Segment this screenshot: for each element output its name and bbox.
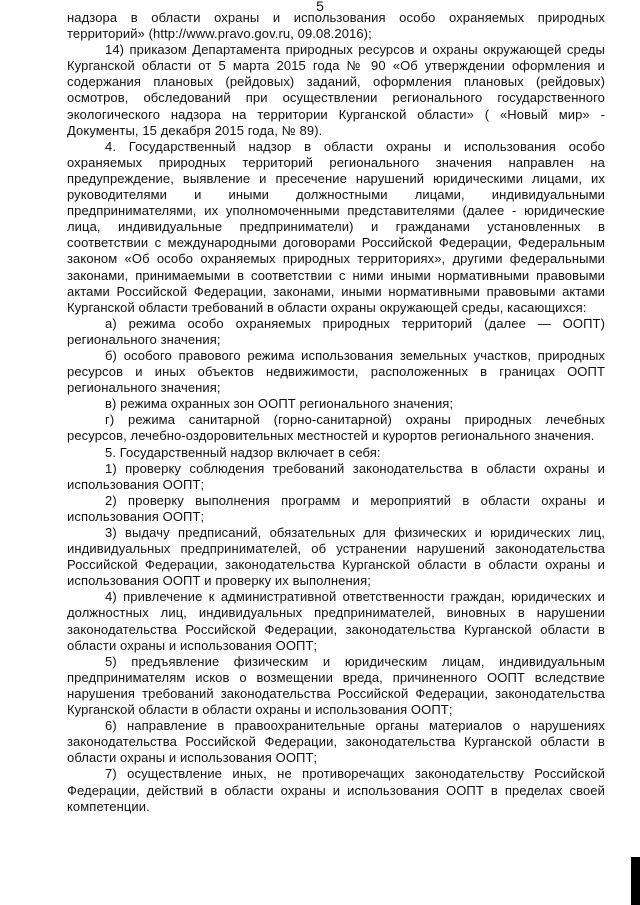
- paragraph-subitem-a: а) режима особо охраняемых природных территорий (далее — ООПТ) регионального значения;: [67, 315, 605, 347]
- paragraph-item-4: 4) привлечение к административной ответственности граждан, юридических и должностных лиц, индивидуальных предпринимателей, виновных в нарушении законодательства Российской Федерации, законодательства Курганской области в области охраны и использования ООПТ;: [67, 589, 605, 653]
- paragraph-continuation: надзора в области охраны и использования особо охраняемых природных территорий» (http://www.pravo.gov.ru, 09.08.2016);: [67, 10, 605, 42]
- paragraph-section-5: 5. Государственный надзор включает в себя:: [105, 444, 381, 460]
- paragraph-item-2: 2) проверку выполнения программ и мероприятий в области охраны и использования ООПТ;: [67, 492, 605, 524]
- paragraph-section-4: 4. Государственный надзор в области охраны и использования особо охраняемых природных территорий регионального значения направлен на предупреждение, выявление и пресечение нарушений юридическими лицами, их руководителями и иными должностными лицами, индивидуальными предпринимателями, их уполномоченными представителями (далее - юридические лица, индивидуальные предприниматели) и гражданами установленных в соответствии с международными договорами Российской Федерации, Федеральным законом «Об особо охраняемых природных территориях», другими федеральными законами, принимаемыми в соответствии с ними иными нормативными правовыми актами Российской Федерации, законами, иными нормативными правовыми актами Курганской области требований в области охраны окружающей среды, касающихся:: [67, 138, 605, 315]
- page-number: 5: [316, 0, 324, 14]
- paragraph-item-6: 6) направление в правоохранительные органы материалов о нарушениях законодательства Российской Федерации, законодательства Курганской области в области охраны и использования ООПТ;: [67, 718, 605, 766]
- paragraph-item-1: 1) проверку соблюдения требований законодательства в области охраны и использования ООПТ;: [67, 460, 605, 492]
- paragraph-item-5: 5) предъявление физическим и юридическим лицам, индивидуальным предпринимателям исков о возмещении вреда, причиненного ООПТ вследствие нарушения требований законодательства Российской Федерации, законодательства Курганской области в области охраны и использования ООПТ;: [67, 653, 605, 718]
- document-body: [67, 10, 605, 815]
- scan-edge-mark: [631, 857, 640, 905]
- paragraph-item-7: 7) осуществление иных, не противоречащих законодательству Российской Федерации, действий в области охраны и использования ООПТ в пределах своей компетенции.: [67, 766, 605, 814]
- paragraph-item-3: 3) выдачу предписаний, обязательных для физических и юридических лиц, индивидуальных предпринимателей, об устранении нарушений законодательства Российской Федерации, законодательства Курганской области в области охраны и использования ООПТ и проверку их выполнения;: [67, 525, 605, 589]
- paragraph-subitem-b: б) особого правового режима использования земельных участков, природных ресурсов и иных объектов недвижимости, расположенных в границах ООПТ регионального значения;: [67, 347, 605, 396]
- paragraph-subitem-v: в) режима охранных зон ООПТ регионального значения;: [105, 396, 454, 412]
- paragraph-subitem-g: г) режима санитарной (горно-санитарной) охраны природных лечебных ресурсов, лечебно-оздоровительных местностей и курортов регионального значения.: [67, 412, 605, 444]
- paragraph-item-14: 14) приказом Департамента природных ресурсов и охраны окружающей среды Курганской области от 5 марта 2015 года № 90 «Об утверждении оформления и содержания плановых (рейдовых) заданий, оформления плановых (рейдовых) осмотров, обследований при осуществлении регионального государственного экологического надзора на территории Курганской области» ( «Новый мир» - Документы, 15 декабря 2015 года, № 89).: [67, 42, 605, 138]
